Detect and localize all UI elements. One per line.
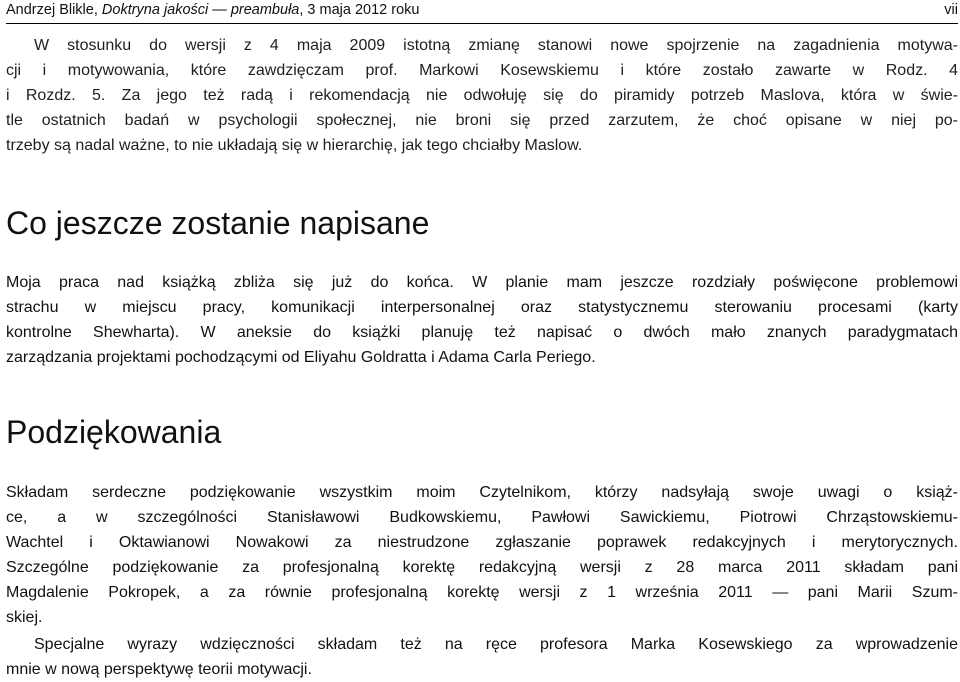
paragraph-future-work (6, 270, 958, 370)
text-line: trzeby są nadal ważne, to nie układają się w hierarchię, jak tego chciałby Maslow. (6, 137, 583, 154)
header-citation (6, 0, 419, 20)
text-line: kontrolne Shewharta). W aneksie do książki planuję też napisać o dwóch mało znanych paradygmatach (6, 324, 958, 341)
text-line: tle ostatnich badań w psychologii społecznej, nie broni się przed zarzutem, że choć opisane w niej po- (6, 112, 958, 129)
text-line: ce, a w szczególności Stanisławowi Budkowskiemu, Pawłowi Sawickiemu, Piotrowi Chrząstowskiemu- (6, 509, 958, 526)
text-line: Magdalenie Pokropek, a za równie profesjonalną korektę wersji z 1 września 2011 — pani Marii Szum- (6, 584, 958, 601)
section-heading-to-be-written: Co jeszcze zostanie napisane (6, 205, 430, 241)
text-line: Szczególne podziękowanie za profesjonalną korektę redakcyjną wersji z 28 marca 2011 składam pani (6, 559, 958, 576)
text-line: i Rozdz. 5. Za jego też radą i rekomendacją nie odwołuję się do piramidy potrzeb Maslova, która w świe- (6, 87, 958, 104)
text-line: mnie w nową perspektywę teorii motywacji. (6, 661, 312, 678)
text-line: Specjalne wyrazy wdzięczności składam też na ręce profesora Marka Kosewskiego za wprowadzenie (34, 636, 958, 653)
running-header (6, 0, 958, 20)
page-number: vii (944, 2, 958, 18)
text-line: skiej. (6, 609, 43, 626)
paragraph-acknowledgements (6, 480, 958, 630)
header-author: Andrzej Blikle, (6, 2, 102, 18)
header-date: , 3 maja 2012 roku (299, 2, 420, 18)
text-line: Wachtel i Oktawianowi Nowakowi za niestrudzone zgłaszanie poprawek redakcyjnych i merytorycznych. (6, 534, 958, 551)
paragraph-version-note (6, 33, 958, 158)
header-title: Doktryna jakości — preambuła (101, 2, 300, 18)
text-line: zarządzania projektami pochodzącymi od Eliyahu Goldratta i Adama Carla Periego. (6, 349, 596, 366)
text-line: Składam serdeczne podziękowanie wszystkim moim Czytelnikom, którzy nadsyłają swoje uwagi o książ- (6, 484, 958, 501)
section-heading-acknowledgements: Podziękowania (6, 414, 222, 450)
paragraph-special-thanks (6, 632, 958, 682)
text-line: W stosunku do wersji z 4 maja 2009 istotną zmianę stanowi nowe spojrzenie na zagadnienia motywa- (34, 37, 958, 54)
header-rule (6, 23, 958, 24)
text-line: Moja praca nad książką zbliża się już do końca. W planie mam jeszcze rozdziały poświęcone problemowi (6, 274, 958, 291)
text-line: strachu w miejscu pracy, komunikacji interpersonalnej oraz statystycznemu sterowaniu procesami (karty (6, 299, 958, 316)
text-line: cji i motywowania, które zawdzięczam prof. Markowi Kosewskiemu i które zostało zawarte w Rodz. 4 (6, 62, 958, 79)
